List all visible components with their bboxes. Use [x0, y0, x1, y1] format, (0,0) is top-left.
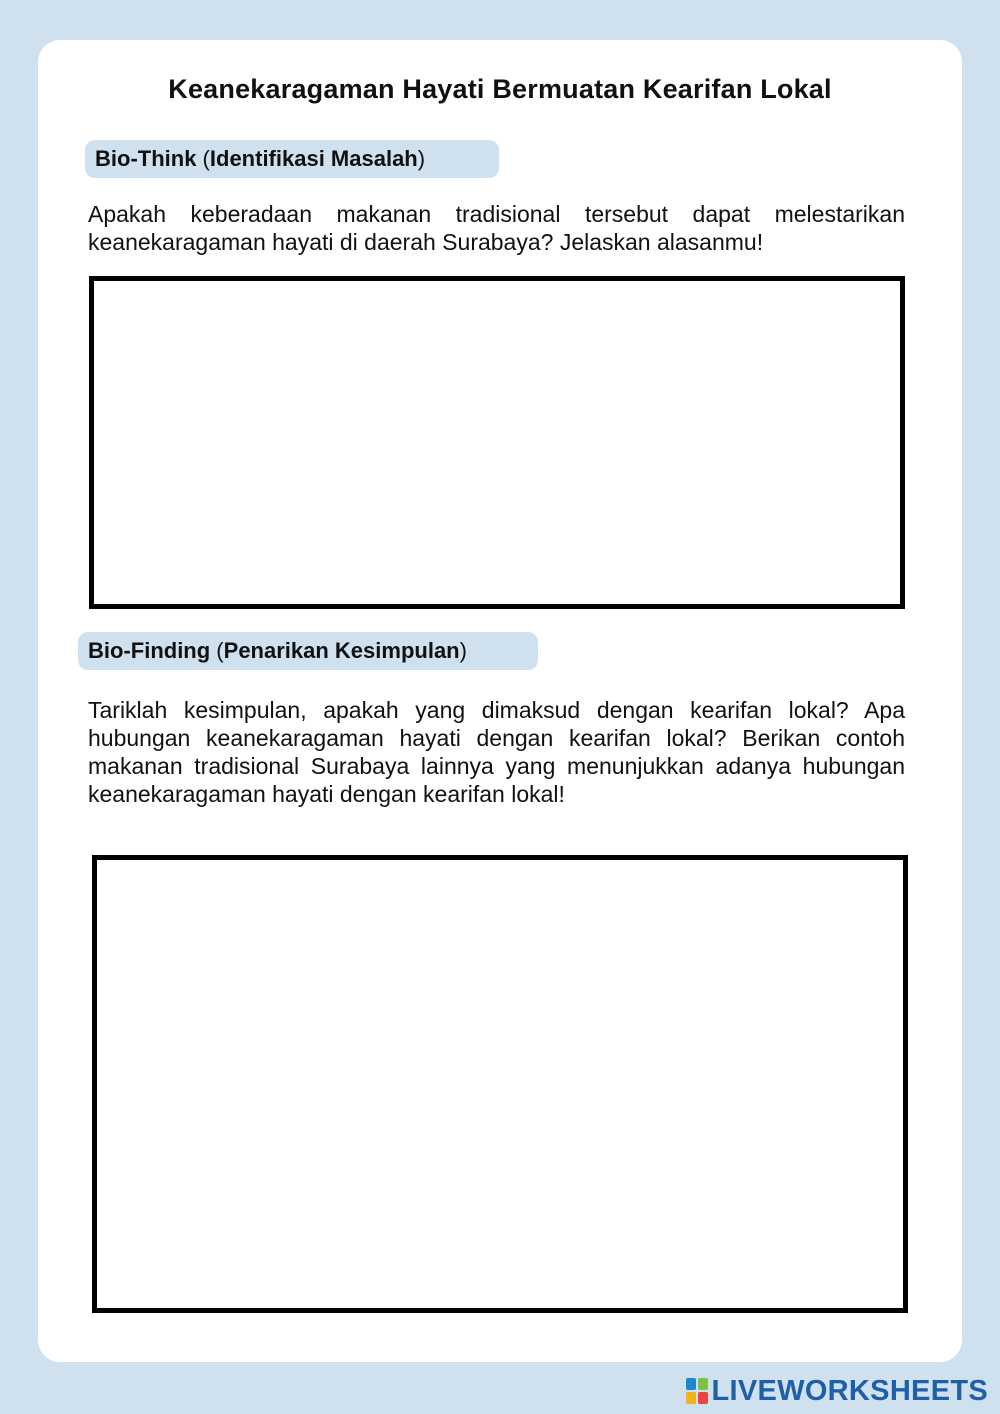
brand-text: LIVEWORKSHEETS: [711, 1374, 988, 1407]
section-tag-bio-think: [85, 140, 499, 178]
answer-box-1[interactable]: [89, 276, 905, 609]
liveworksheets-logo-icon: [686, 1378, 708, 1404]
section-tag-close-paren: ): [417, 146, 426, 171]
section-tag-label: Bio-Finding: [88, 638, 211, 663]
section-tag-label: Bio-Think: [95, 146, 197, 171]
liveworksheets-brand[interactable]: [686, 1374, 989, 1408]
section-tag-bio-finding: [78, 632, 538, 670]
question-1-text: Apakah keberadaan makanan tradisional tersebut dapat melestarikan keanekaragaman hayati di daerah Surabaya? Jelaskan alasanmu!: [88, 201, 905, 255]
question-2-text: Tariklah kesimpulan, apakah yang dimaksud dengan kearifan lokal? Apa hubungan keanekaragaman hayati dengan kearifan lokal? Berikan contoh makanan tradisional Surabaya lainnya yang menunjukkan adanya hubungan keanekaragaman hayati dengan kearifan lokal!: [88, 697, 905, 807]
page-title: Keanekaragaman Hayati Bermuatan Kearifan Lokal: [168, 74, 832, 104]
answer-box-2[interactable]: [92, 855, 908, 1313]
section-tag-detail: Identifikasi Masalah: [209, 146, 418, 171]
section-tag-detail: Penarikan Kesimpulan: [223, 638, 460, 663]
section-tag-close-paren: ): [459, 638, 467, 663]
section-tag-open-paren: (: [196, 146, 210, 171]
section-tag-open-paren: (: [210, 638, 224, 663]
